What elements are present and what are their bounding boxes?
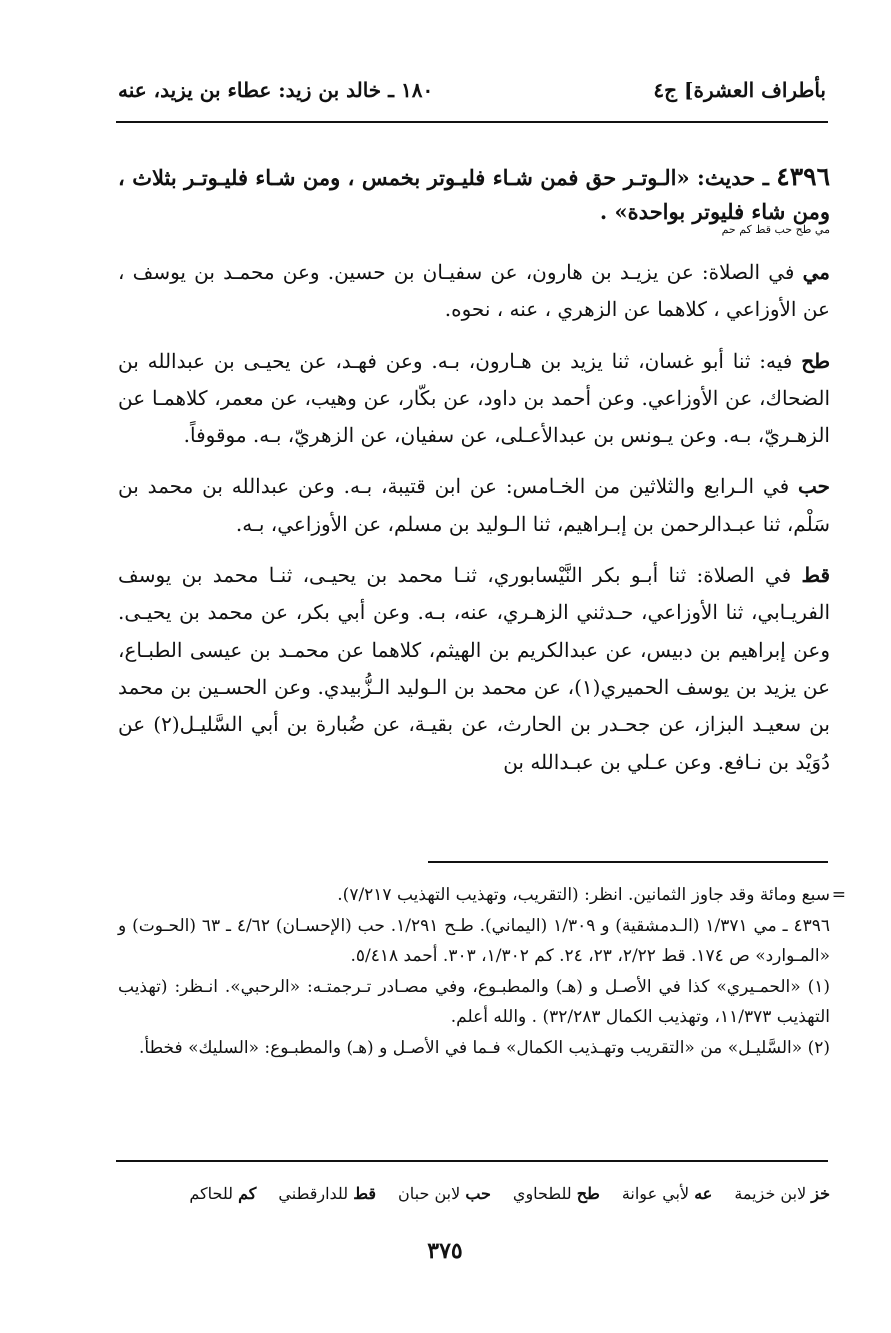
continuation-mark: =: [831, 885, 846, 905]
legend-item: [734, 1180, 830, 1208]
legend-divider: [116, 1160, 828, 1162]
legend-label: للدارقطني: [278, 1184, 349, 1203]
legend-label: لابن خزيمة: [734, 1184, 807, 1203]
legend-label: لأبي عوانة: [621, 1184, 690, 1203]
source-symbol: مي: [802, 260, 831, 284]
hadith-number: ٤٣٩٦: [776, 162, 830, 191]
footnote-line: ٤٣٩٦ ـ مي ١/٣٧١ (الـدمشقية) و ١/٣٠٩ (اليماني). طـح ١/٢٩١. حب (الإحسـان) ٤/٦٢ ـ ٦٣ (الحـوت) و «المـوارد» ص ١٧٤. قط ٢/٢٢، ٢٣، ٢٤. كم ١/٣٠٢، ٣٠٣. أحمد ٥/٤١٨.: [118, 915, 830, 966]
page-number: ٣٧٥: [427, 1238, 463, 1264]
legend-item: [278, 1180, 376, 1208]
header-section-title: ١٨٠ ـ خالد بن زيد: عطاء بن يزيد، عنه: [118, 78, 434, 102]
header-divider: [116, 121, 828, 123]
source-paragraph: [118, 557, 830, 781]
source-paragraph: [118, 343, 830, 455]
legend-label: لابن حبان: [398, 1184, 461, 1203]
source-paragraph: [118, 468, 830, 543]
legend-item: [189, 1180, 256, 1208]
main-text: [118, 160, 830, 781]
source-text: في الصلاة: عن يزيـد بن هارون، عن سفيـان بن حسين. وعن محمـد بن يوسف ، عن الأوزاعي ، كلاهما عن الزهري ، عنه ، نحوه.: [118, 260, 830, 322]
header-book-title: بأطراف العشرة] ج٤: [653, 78, 826, 102]
abbreviation-legend: [118, 1180, 830, 1208]
source-symbol: طح: [801, 348, 831, 373]
legend-label: للحاكم: [189, 1184, 234, 1203]
legend-item: [513, 1180, 600, 1208]
legend-code: طح: [576, 1184, 600, 1203]
footnotes: [118, 880, 846, 1063]
legend-code: كم: [238, 1184, 257, 1203]
legend-code: خز: [811, 1184, 830, 1203]
source-text: في الصلاة: ثنا أبـو بكر النَّيْسابوري، ثنـا محمد بن يحيـى، ثنـا محمد بن يوسف الفريـابي، ثنا الأوزاعي، حـدثني الزهـري، عنه، بـه. وعن أبي بكر، عن محمد بن يحيـى. وعن إبراهيم بن دبيس، عن عبدالكريم بن الهيثم، كلاهما عن محمـد بن عيسى الطبـاع، عن يزيد بن يوسف الحميري(١)، عن محمد بن الـوليد الـزُّبيدي. وعن الحسـين بن محمد بن سعيـد البزاز، عن جحـدر بن الحارث، عن بقيـة، عن ضُبارة بن أبي السَّليـل(٢) عن دُوَيْد بن نـافع. وعن عـلي بن عبـدالله بن: [118, 563, 831, 774]
hadith-heading: [118, 160, 830, 229]
hadith-text: ـ حديث: «الـوتـر حق فمن شـاء فليـوتر بخمس ، ومن شـاء فليـوتـر بثلاث ، ومن شاء فليوتر بواحدة» .: [118, 165, 830, 224]
legend-code: عه: [694, 1184, 713, 1203]
source-text: في الـرابع والثلاثين من الخـامس: عن ابن قتيبة، بـه. وعن عبدالله بن محمد بن سَلْم، ثنا عبـدالرحمن بن إبـراهيم، ثنا الـوليد بن مسلم، عن الأوزاعي، بـه.: [118, 474, 830, 536]
legend-label: للطحاوي: [512, 1184, 572, 1203]
footnote-line: سبع ومائة وقد جاوز الثمانين. انظر: (التقريب، وتهذيب التهذيب ٧/٢١٧).: [337, 885, 830, 905]
footnote-line: (١) «الحمـيري» كذا في الأصـل و (هـ) والمطبـوع، وفي مصـادر تـرجمتـه: «الرحبي». انـظر: (تهذيب التهذيب ١١/٣٧٣، وتهذيب الكمال ٣٢/٢٨٣) . والله أعلم.: [118, 976, 830, 1027]
source-symbol: قط: [801, 563, 831, 588]
legend-item: [622, 1180, 713, 1208]
running-header: [118, 72, 826, 108]
source-text: فيه: ثنا أبو غسان، ثنا يزيد بن هـارون، بـه. وعن فهـد، عن يحيـى بن عبدالله بن الضحاك، عن الأوزاعي. وعن أحمد بن داود، عن بكّار، عن وهيب، عن معمر، كلاهمـا عن الزهـريّ، بـه. وعن يـونس بن عبدالأعـلى، عن سفيان، عن الزهريّ، بـه. موقوفاً.: [118, 348, 830, 448]
footnote-divider: [428, 861, 828, 863]
legend-code: حب: [465, 1184, 491, 1203]
legend-code: قط: [353, 1184, 377, 1203]
footnote-line: (٢) «السَّليـل» من «التقريب وتهـذيب الكمال» فـما في الأصـل و (هـ) والمطبـوع: «السليك» فخطأ.: [139, 1037, 830, 1058]
legend-item: [398, 1180, 491, 1208]
source-symbol: حب: [798, 474, 831, 499]
hadith-source-codes: مي طح حب قط كم حم: [721, 223, 830, 236]
source-paragraph: [118, 254, 830, 329]
